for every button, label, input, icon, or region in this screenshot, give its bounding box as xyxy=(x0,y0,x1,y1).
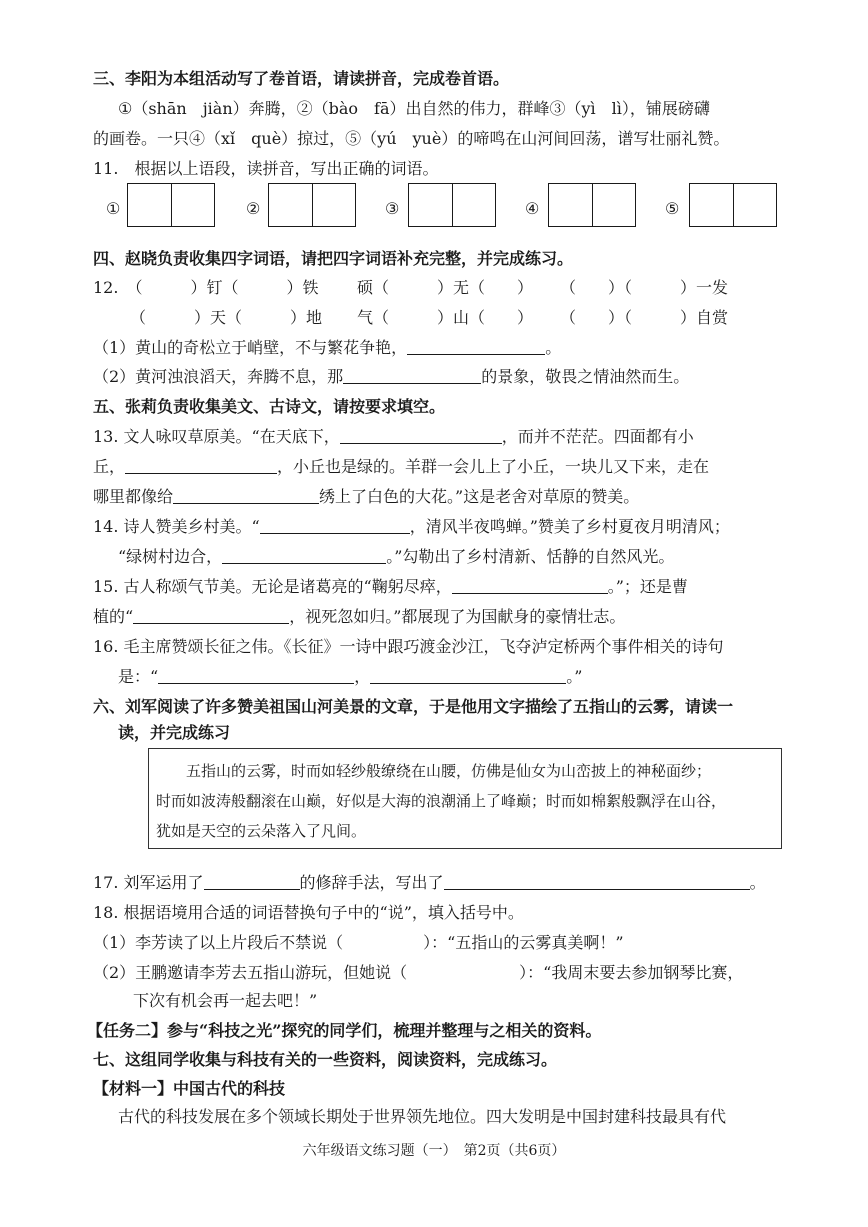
blank-12-2[interactable] xyxy=(343,367,481,384)
question-12-2: （2）黄河浊浪滔天，奔腾不息，那 的景象，敬畏之情油然而生。 xyxy=(93,367,690,386)
answer-box-5[interactable] xyxy=(689,183,777,227)
question-13-line-3: 哪里都像给 绣上了白色的大花。”这是老舍对草原的赞美。 xyxy=(93,487,640,506)
blank-14-2[interactable] xyxy=(222,547,386,564)
answer-box-3[interactable] xyxy=(408,183,496,227)
blank-13-3[interactable] xyxy=(173,487,319,504)
blank-13-2[interactable] xyxy=(125,457,277,474)
pinyin-paragraph-line-1: ①（shān jiàn）奔腾，②（bào fā）出自然的伟力，群峰③（yì lì），铺展磅礴 xyxy=(118,99,710,118)
question-16-line-2: 是：“ ， 。” xyxy=(118,667,583,686)
passage-line-3: 犹如是天空的云朵落入了凡间。 xyxy=(156,822,367,840)
passage-line-2: 时而如波涛般翻滚在山巅，好似是大海的浪潮涌上了峰巅；时而如棉絮般飘浮在山谷， xyxy=(156,792,727,810)
idiom-row-1-b: 硕（ ）无（ ） xyxy=(357,278,534,297)
blank-16-2[interactable] xyxy=(370,667,566,684)
section-3-heading: 三、李阳为本组活动写了卷首语，请读拼音，完成卷首语。 xyxy=(93,69,510,88)
blank-13-1[interactable] xyxy=(340,427,502,444)
blank-17-1[interactable] xyxy=(204,873,300,890)
idiom-row-1-c: （ ）（ ）一发 xyxy=(560,278,729,297)
question-13-line-2: 丘， ，小丘也是绿的。羊群一会儿上了小丘，一块儿又下来，走在 xyxy=(93,457,710,476)
question-17: 17. 刘军运用了 的修辞手法，写出了 。 xyxy=(93,873,766,892)
passage-line-1: 五指山的云雾，时而如轻纱般缭绕在山腰，仿佛是仙女为山峦披上的神秘面纱； xyxy=(186,762,712,780)
blank-17-2[interactable] xyxy=(444,873,750,890)
question-18-2: （2）王鹏邀请李芳去五指山游玩，但她说（ ）：“我周末要去参加钢琴比赛， xyxy=(93,963,744,982)
pinyin-paragraph-line-2: 的画卷。一只④（xǐ què）掠过，⑤（yú yuè）的啼鸣在山河间回荡，谱写壮丽礼赞。 xyxy=(93,129,730,148)
task-2-heading: 【任务二】参与“科技之光”探究的同学们，梳理并整理与之相关的资料。 xyxy=(87,1021,602,1040)
section-6-heading-line-1: 六、刘军阅读了许多赞美祖国山河美景的文章，于是他用文字描绘了五指山的云雾，请读一 xyxy=(93,697,734,716)
answer-box-2[interactable] xyxy=(268,183,356,227)
box-label-4: ④ xyxy=(525,199,540,218)
question-18: 18. 根据语境用合适的词语替换句子中的“说”，填入括号中。 xyxy=(93,903,524,922)
blank-15-2[interactable] xyxy=(133,607,289,624)
idiom-row-1-a: 12. （ ）钉（ ）铁 xyxy=(93,278,319,297)
box-label-1: ① xyxy=(106,199,121,218)
question-18-2-cont: 下次有机会再一起去吧！” xyxy=(133,991,318,1010)
box-label-3: ③ xyxy=(385,199,400,218)
idiom-row-2-a: （ ）天（ ）地 xyxy=(130,308,323,327)
question-15-line-2: 植的“ ，视死忽如归。”都展现了为国献身的豪情壮志。 xyxy=(93,607,626,626)
section-7-heading: 七、这组同学收集与科技有关的一些资料，阅读资料，完成练习。 xyxy=(93,1050,558,1069)
answer-box-1[interactable] xyxy=(127,183,215,227)
blank-16-1[interactable] xyxy=(158,667,354,684)
question-13-line-1: 13. 文人咏叹草原美。“在天底下， ，而并不茫茫。四面都有小 xyxy=(93,427,694,446)
page-footer: 六年级语文练习题（一） 第2页（共6页） xyxy=(302,1143,566,1159)
question-11: 11. 根据以上语段，读拼音，写出正确的词语。 xyxy=(93,159,439,178)
blank-14-1[interactable] xyxy=(260,517,410,534)
answer-box-4[interactable] xyxy=(548,183,636,227)
material-1-text: 古代的科技发展在多个领域长期处于世界领先地位。四大发明是中国封建科技最具有代 xyxy=(118,1107,727,1126)
question-15-line-1: 15. 古人称颂气节美。无论是诸葛亮的“鞠躬尽瘁， 。”；还是曹 xyxy=(93,577,688,596)
blank-12-1[interactable] xyxy=(407,338,545,355)
idiom-row-2-b: 气（ ）山（ ） xyxy=(357,308,534,327)
blank-15-1[interactable] xyxy=(452,577,608,594)
question-12-1: （1）黄山的奇松立于峭壁，不与繁花争艳， 。 xyxy=(93,338,562,357)
material-1-title: 【材料一】中国古代的科技 xyxy=(93,1079,286,1098)
section-6-heading-line-2: 读，并完成练习 xyxy=(118,723,231,742)
box-label-2: ② xyxy=(246,199,261,218)
idiom-row-2-c: （ ）（ ）自赏 xyxy=(560,308,729,327)
section-5-heading: 五、张莉负责收集美文、古诗文，请按要求填空。 xyxy=(93,397,446,416)
question-18-1: （1）李芳读了以上片段后不禁说（ ）：“五指山的云雾真美啊！” xyxy=(93,933,624,952)
box-label-5: ⑤ xyxy=(665,199,680,218)
question-14-line-2: “绿树村边合， 。”勾勒出了乡村清新、恬静的自然风光。 xyxy=(118,547,675,566)
question-16-line-1: 16. 毛主席赞颂长征之伟。《长征》一诗中跟巧渡金沙江，飞夺泸定桥两个事件相关的诗句 xyxy=(93,637,724,656)
question-14-line-1: 14. 诗人赞美乡村美。“ ，清风半夜鸣蝉。”赞美了乡村夏夜月明清风； xyxy=(93,517,730,536)
section-4-heading: 四、赵晓负责收集四字词语，请把四字词语补充完整，并完成练习。 xyxy=(93,249,574,268)
